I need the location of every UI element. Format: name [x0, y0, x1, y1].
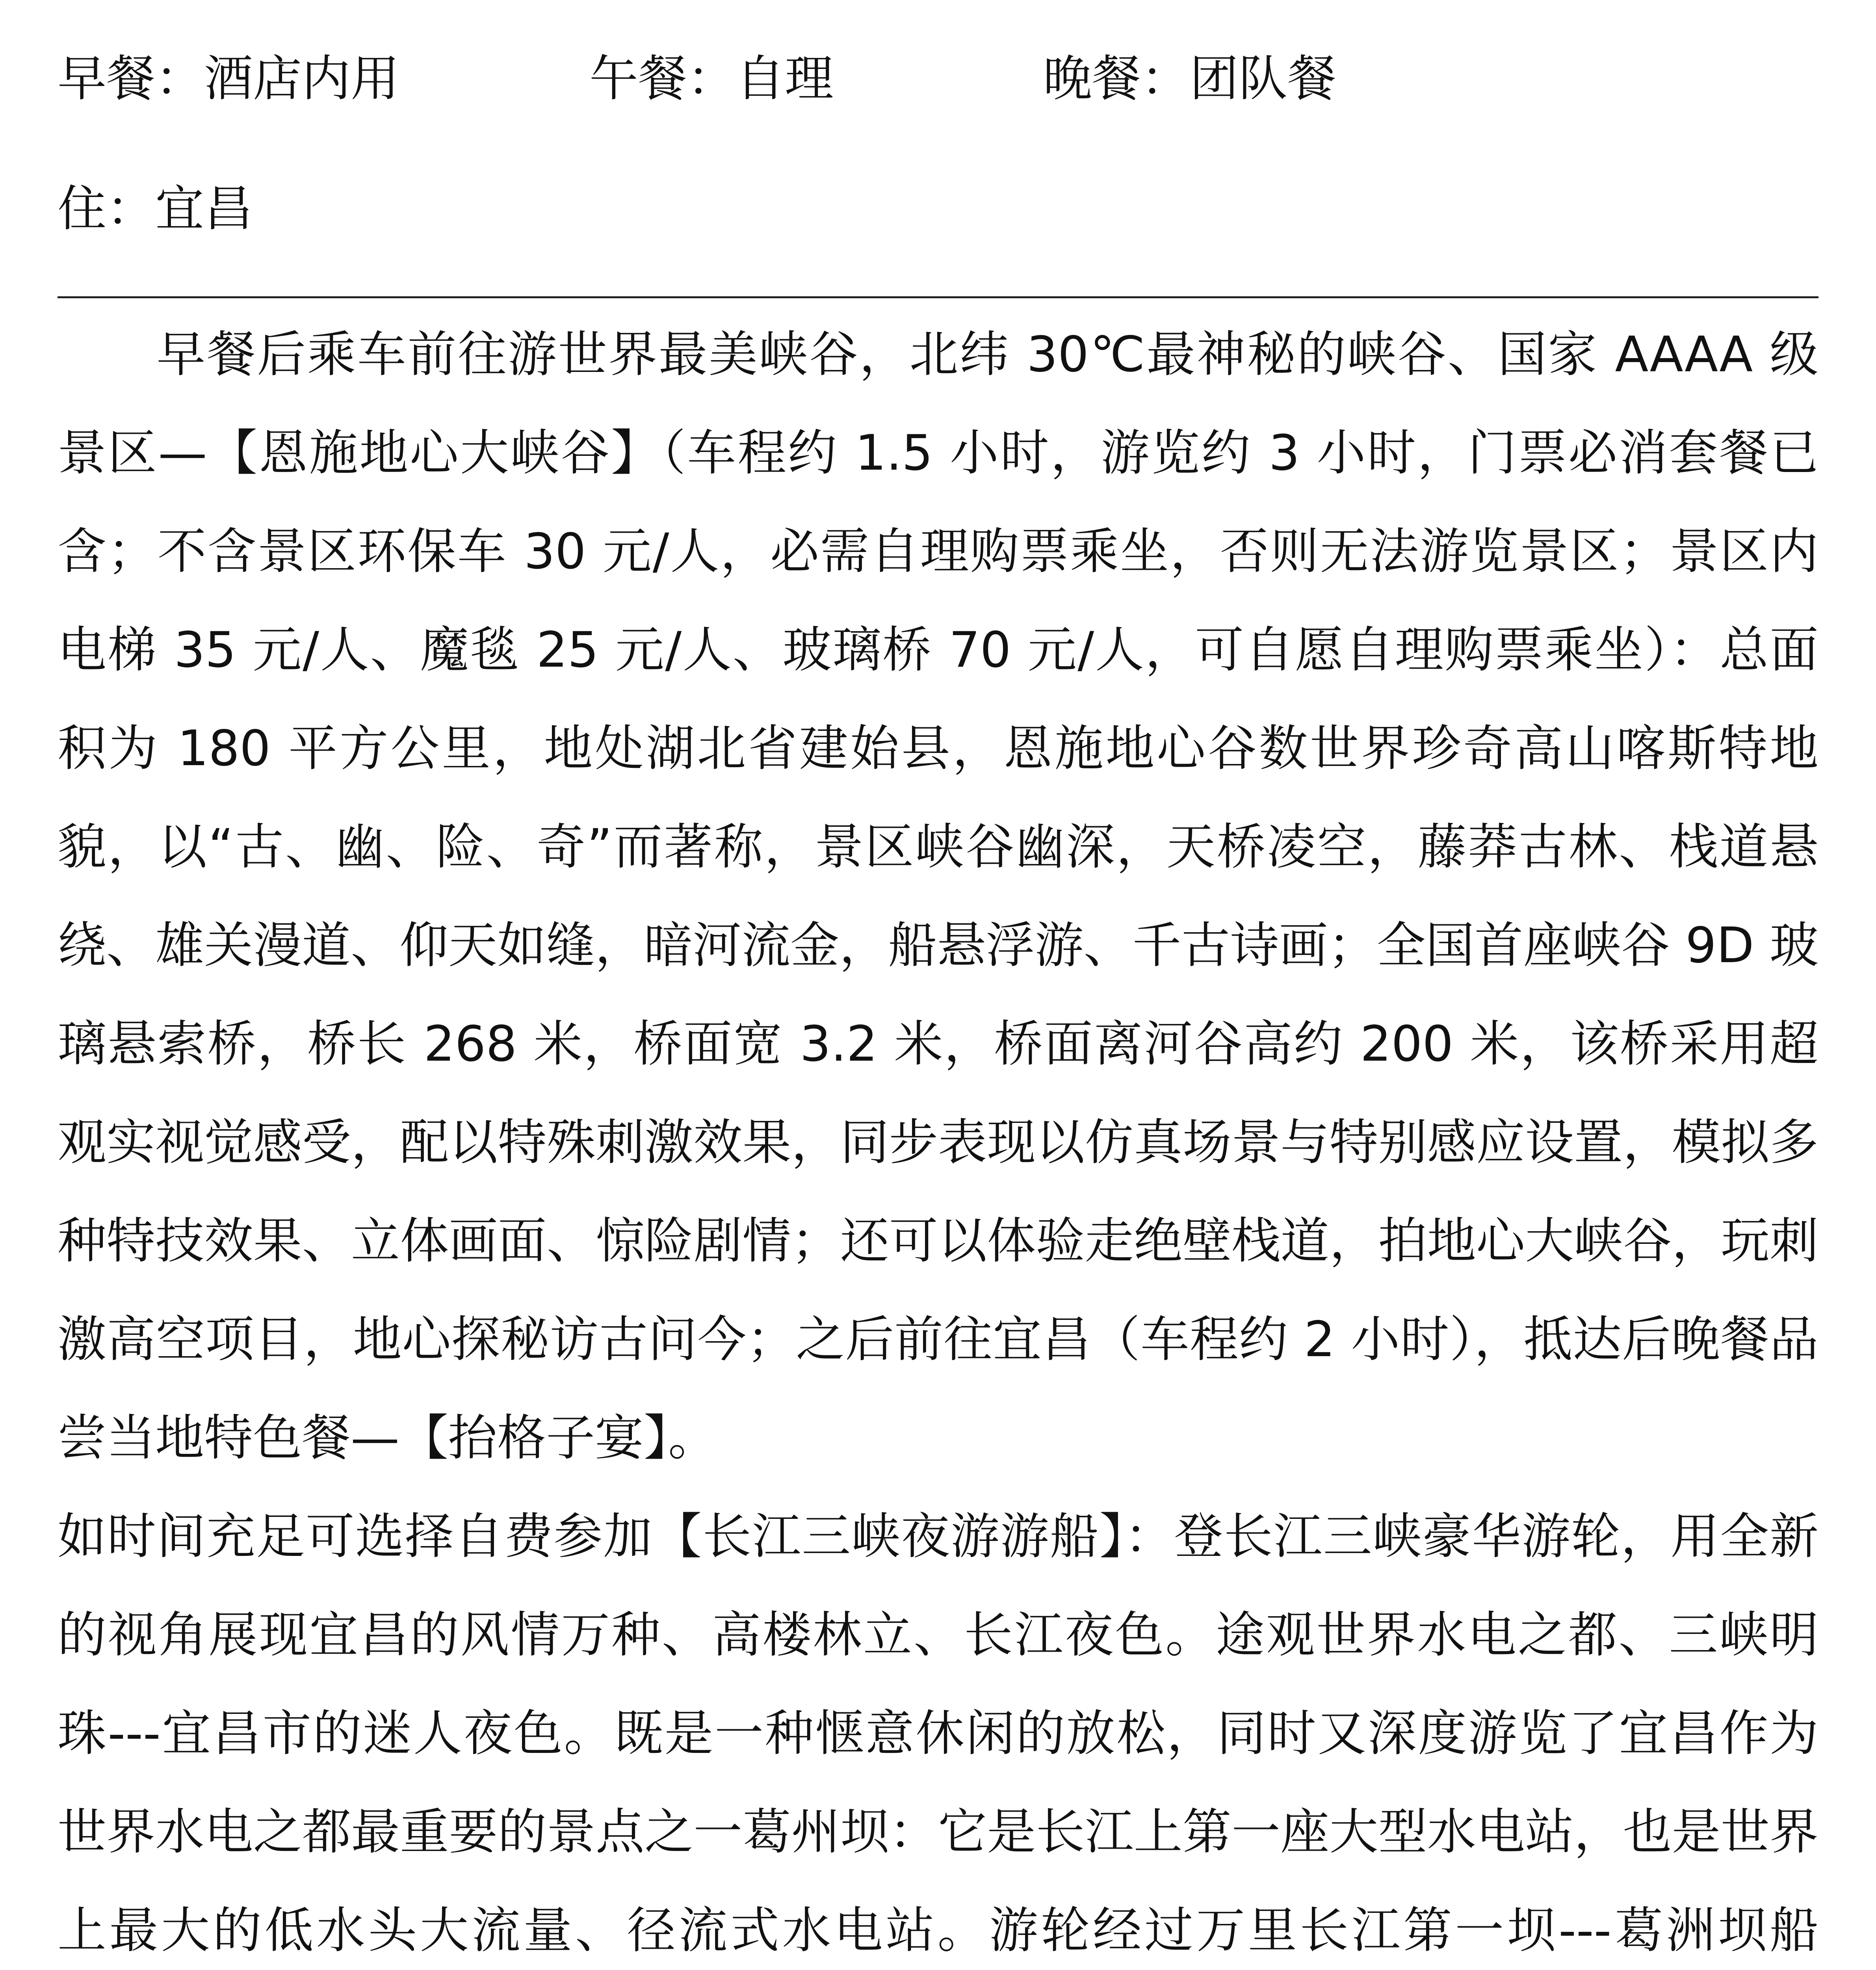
divider-line	[58, 296, 1818, 298]
stay-info-day5: 住：宜昌	[58, 180, 253, 237]
meals-row-day5	[58, 47, 1818, 110]
dinner-info: 晚餐：团队餐	[1043, 50, 1337, 107]
breakfast-info: 早餐：酒店内用	[58, 50, 400, 107]
night-cruise-text: 如时间充足可选择自费参加【长江三峡夜游游船】：登长江三峡豪华游轮，用全新的视角展现宜昌的风情万种、高楼林立、长江夜色。途观世界水电之都、三峡明珠---宜昌市的迷人夜色。既是一种惬意休闲的放松，同时又深度游览了宜昌作为世界水电之都最重要的景点之一葛州坝：它是长江上第一座大型水电站，也是世界上最大的低水头大流量、径流式水电站。游轮经过万里长江第一坝---葛洲坝船	[58, 1508, 1818, 1959]
night-cruise-paragraph	[58, 1487, 1818, 1970]
day5-description-text: 早餐后乘车前往游世界最美峡谷，北纬 30℃最神秘的峡谷、国家 AAAA 级景区—【恩施地心大峡谷】（车程约 1.5 小时，游览约 3 小时，门票必消套餐已含；不含景区环保车 30 元/人，必需自理购票乘坐，否则无法游览景区；景区内电梯 35 元/人、魔毯 25 元/人、玻璃桥 70 元/人，可自愿自理购票乘坐）：总面积为 180 平方公里，地处湖北省建始县，恩施地心谷数世界珍奇高山喀斯特地貌，以“古、幽、险、奇”而著称，景区峡谷幽深，天桥凌空，藤莽古林、栈道悬绕、雄关漫道、仰天如缝，暗河流金，船悬浮游、千古诗画；全国首座峡谷 9D 玻璃悬索桥，桥长 268 米，桥面宽 3.2 米，桥面离河谷高约 200 米，该桥采用超观实视觉感受，配以特殊刺激效果，同步表现以仿真场景与特别感应设置，模拟多种特技效果、立体画面、惊险剧情；还可以体验走绝壁栈道，拍地心大峡谷，玩刺激高空项目，地心探秘访古问今；之后前往宜昌（车程约 2 小时），抵达后晚餐品尝当地特色餐—【抬格子宴】。	[58, 326, 1818, 1466]
lunch-info: 午餐：自理	[589, 50, 834, 107]
day5-description-paragraph	[58, 305, 1818, 1487]
